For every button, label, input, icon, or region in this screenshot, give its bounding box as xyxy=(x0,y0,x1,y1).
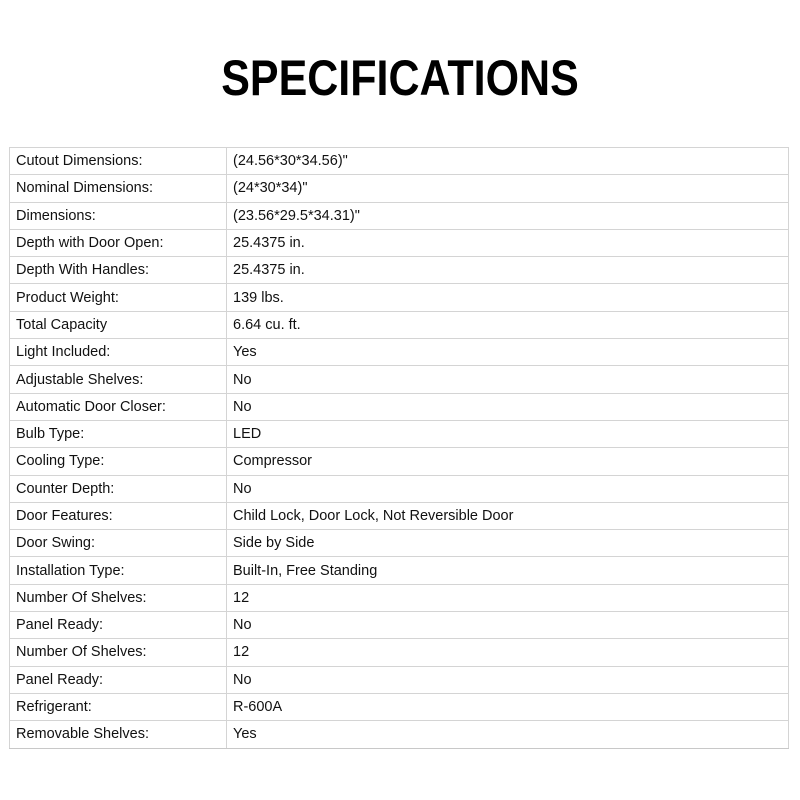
spec-label: Depth With Handles: xyxy=(10,257,227,284)
table-row xyxy=(10,229,789,256)
spec-value: 12 xyxy=(227,639,789,666)
spec-value: (24*30*34)" xyxy=(227,175,789,202)
spec-label: Door Features: xyxy=(10,502,227,529)
spec-label: Dimensions: xyxy=(10,202,227,229)
table-row xyxy=(10,475,789,502)
spec-value: No xyxy=(227,612,789,639)
spec-value: Yes xyxy=(227,721,789,748)
specifications-table xyxy=(9,147,789,749)
spec-value: No xyxy=(227,666,789,693)
spec-value: No xyxy=(227,393,789,420)
spec-label: Installation Type: xyxy=(10,557,227,584)
table-row xyxy=(10,612,789,639)
spec-label: Panel Ready: xyxy=(10,612,227,639)
table-row xyxy=(10,257,789,284)
spec-label: Counter Depth: xyxy=(10,475,227,502)
spec-value: 139 lbs. xyxy=(227,284,789,311)
table-row xyxy=(10,448,789,475)
spec-label: Door Swing: xyxy=(10,530,227,557)
table-row xyxy=(10,502,789,529)
spec-value: R-600A xyxy=(227,693,789,720)
spec-value: (23.56*29.5*34.31)" xyxy=(227,202,789,229)
spec-label: Cooling Type: xyxy=(10,448,227,475)
table-row xyxy=(10,557,789,584)
spec-value: Child Lock, Door Lock, Not Reversible Door xyxy=(227,502,789,529)
table-row xyxy=(10,339,789,366)
spec-value: 6.64 cu. ft. xyxy=(227,311,789,338)
spec-value: LED xyxy=(227,420,789,447)
spec-label: Number Of Shelves: xyxy=(10,584,227,611)
spec-label: Adjustable Shelves: xyxy=(10,366,227,393)
spec-value: 12 xyxy=(227,584,789,611)
spec-label: Depth with Door Open: xyxy=(10,229,227,256)
spec-label: Panel Ready: xyxy=(10,666,227,693)
spec-label: Total Capacity xyxy=(10,311,227,338)
spec-value: No xyxy=(227,366,789,393)
spec-value: 25.4375 in. xyxy=(227,257,789,284)
spec-label: Light Included: xyxy=(10,339,227,366)
table-row xyxy=(10,721,789,748)
spec-label: Cutout Dimensions: xyxy=(10,148,227,175)
table-row xyxy=(10,666,789,693)
table-row xyxy=(10,366,789,393)
table-row xyxy=(10,175,789,202)
table-row xyxy=(10,420,789,447)
spec-label: Refrigerant: xyxy=(10,693,227,720)
spec-label: Bulb Type: xyxy=(10,420,227,447)
table-row xyxy=(10,584,789,611)
spec-label: Product Weight: xyxy=(10,284,227,311)
spec-value: Compressor xyxy=(227,448,789,475)
page-title: SPECIFICATIONS xyxy=(221,50,579,106)
spec-label: Number Of Shelves: xyxy=(10,639,227,666)
table-row xyxy=(10,202,789,229)
specifications-table-body xyxy=(10,148,789,749)
spec-value: Yes xyxy=(227,339,789,366)
spec-value: Side by Side xyxy=(227,530,789,557)
table-row xyxy=(10,639,789,666)
spec-label: Automatic Door Closer: xyxy=(10,393,227,420)
table-row xyxy=(10,284,789,311)
spec-value: Built-In, Free Standing xyxy=(227,557,789,584)
spec-label: Nominal Dimensions: xyxy=(10,175,227,202)
table-row xyxy=(10,148,789,175)
table-row xyxy=(10,311,789,338)
table-row xyxy=(10,393,789,420)
spec-value: (24.56*30*34.56)" xyxy=(227,148,789,175)
spec-label: Removable Shelves: xyxy=(10,721,227,748)
table-row xyxy=(10,693,789,720)
table-row xyxy=(10,530,789,557)
spec-value: No xyxy=(227,475,789,502)
spec-value: 25.4375 in. xyxy=(227,229,789,256)
